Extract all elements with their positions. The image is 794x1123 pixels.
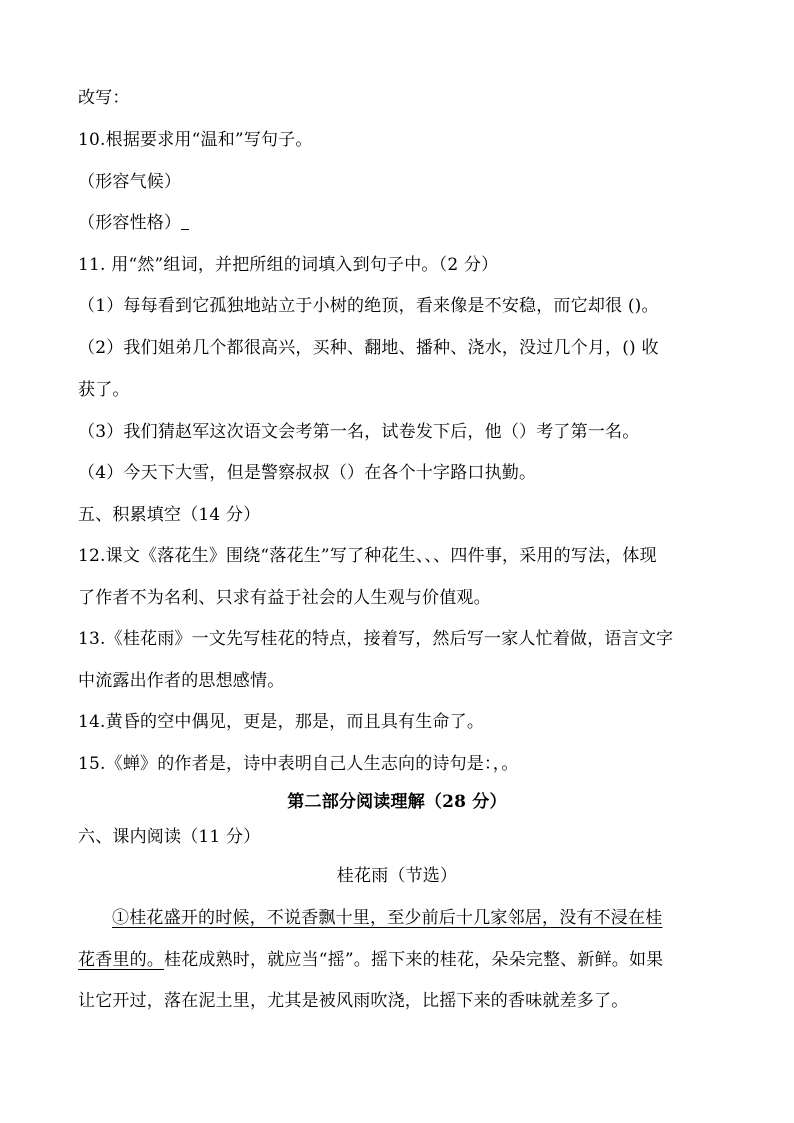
question-11-sentence-2: （2）我们姐弟几个都很高兴，买种、翻地、播种、浇水，没过几个月，() 收	[78, 338, 659, 358]
question-10-climate: （形容气候）	[78, 172, 182, 192]
question-13: 13.《桂花雨》一文先写桂花的特点，接着写，然后写一家人忙着做，语言文字	[78, 629, 674, 649]
passage-underlined-text: 花香里的。	[78, 950, 164, 970]
passage-line-1: ①桂花盛开的时候，不说香飘十里，至少前后十几家邻居，没有不浸在桂	[112, 908, 663, 928]
question-11-sentence-2-cont: 获了。	[78, 380, 130, 400]
question-15: 15.《蝉》的作者是，诗中表明自己人生志向的诗句是：，。	[78, 754, 519, 774]
passage-title: 桂花雨（节选）	[336, 866, 458, 886]
passage-line-3: 让它开过，落在泥土里，尤其是被风雨吹浇，比摇下来的香味就差多了。	[78, 991, 629, 1011]
question-11: 11. 用“然”组词，并把所组的词填入到句子中。（2 分）	[78, 255, 499, 275]
question-12-cont: 了作者不为名利、只求有益于社会的人生观与价值观。	[78, 588, 491, 608]
question-11-sentence-4: （4）今天下大雪，但是警察叔叔（）在各个十字路口执勤。	[78, 463, 537, 483]
question-10-personality-text: （形容性格）	[78, 213, 182, 233]
question-14: 14.黄昏的空中偶见，更是，那是，而且具有生命了。	[78, 712, 485, 732]
passage-text: 桂花成熟时，就应当“摇”。摇下来的桂花，朵朵完整、新鲜。如果	[164, 950, 664, 970]
question-11-sentence-1: （1）每每看到它孤独地站立于小树的绝顶，看来像是不安稳，而它却很 ()。	[78, 296, 659, 316]
question-13-cont: 中流露出作者的思想感情。	[78, 671, 285, 691]
question-10-personality	[78, 211, 722, 235]
question-11-sentence-3: （3）我们猜赵军这次语文会考第一名，试卷发下后，他（）考了第一名。	[78, 422, 640, 442]
part-2-heading: 第二部分阅读理解（28 分）	[287, 792, 507, 812]
question-12: 12.课文《落花生》围绕“落花生”写了种花生、、、四件事，采用的写法，体现	[78, 546, 657, 566]
answer-blank[interactable]	[181, 213, 189, 230]
section-5-heading: 五、积累填空（14 分）	[78, 505, 261, 525]
passage-line-2	[78, 948, 722, 972]
rewrite-label: 改写：	[78, 88, 130, 108]
section-6-heading: 六、课内阅读（11 分）	[78, 827, 261, 847]
question-10: 10.根据要求用“温和”写句子。	[78, 130, 313, 150]
